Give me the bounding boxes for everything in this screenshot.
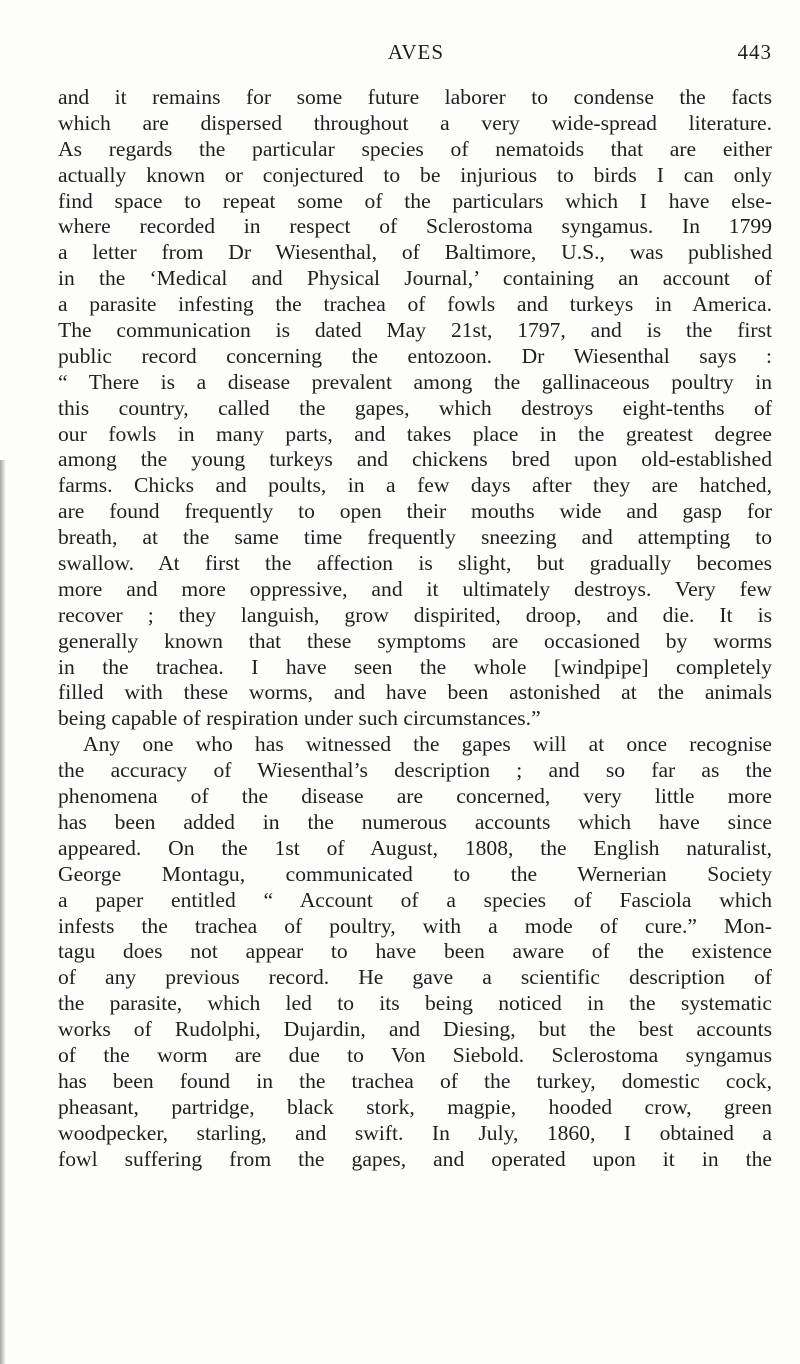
text-line: a letter from Dr Wiesenthal, of Baltimore, U.S., was published bbox=[58, 240, 772, 265]
text-line: George Montagu, communicated to the Wernerian Society bbox=[58, 861, 772, 886]
text-line: generally known that these symptoms are occasioned by worms bbox=[58, 628, 772, 653]
text-line: fowl suffering from the gapes, and operated upon it in the bbox=[58, 1146, 772, 1171]
text-line: actually known or conjectured to be injurious to birds I can only bbox=[58, 162, 772, 187]
text-line: which are dispersed throughout a very wide-spread literature. bbox=[58, 110, 772, 135]
text-line: of the worm are due to Von Siebold. Sclerostoma syngamus bbox=[58, 1042, 772, 1067]
text-line: where recorded in respect of Sclerostoma syngamus. In 1799 bbox=[58, 214, 772, 239]
text-line: public record concerning the entozoon. Dr Wiesenthal says : bbox=[58, 343, 772, 368]
text-line: The communication is dated May 21st, 1797, and is the first bbox=[58, 318, 772, 343]
text-line: our fowls in many parts, and takes place in the greatest degree bbox=[58, 421, 772, 446]
text-line: As regards the particular species of nematoids that are either bbox=[58, 136, 772, 161]
text-line: phenomena of the disease are concerned, very little more bbox=[58, 784, 772, 809]
text-line: breath, at the same time frequently sneezing and attempting to bbox=[58, 525, 772, 550]
page-spine-shadow bbox=[0, 460, 6, 1364]
text-line: “ There is a disease prevalent among the gallinaceous poultry in bbox=[58, 369, 772, 394]
text-line: in the ‘Medical and Physical Journal,’ containing an account of bbox=[58, 266, 772, 291]
text-line: more and more oppressive, and it ultimately destroys. Very few bbox=[58, 576, 772, 601]
text-line: being capable of respiration under such circumstances.” bbox=[58, 706, 541, 731]
text-line: the accuracy of Wiesenthal’s description ; and so far as the bbox=[58, 758, 772, 783]
text-line: the parasite, which led to its being noticed in the systematic bbox=[58, 991, 772, 1016]
text-line: recover ; they languish, grow dispirited, droop, and die. It is bbox=[58, 602, 772, 627]
text-line: swallow. At first the affection is slight, but gradually becomes bbox=[58, 551, 772, 576]
text-line: and it remains for some future laborer to condense the facts bbox=[58, 85, 772, 109]
page-number: 443 bbox=[737, 40, 772, 64]
text-line: among the young turkeys and chickens bred upon old-established bbox=[58, 447, 772, 472]
text-line: works of Rudolphi, Dujardin, and Diesing, but the best accounts bbox=[58, 1017, 772, 1042]
text-line: Any one who has witnessed the gapes will at once recognise bbox=[83, 732, 772, 757]
text-line: filled with these worms, and have been astonished at the animals bbox=[58, 680, 772, 705]
body-text bbox=[58, 85, 772, 1172]
text-line: a paper entitled “ Account of a species of Fasciola which bbox=[58, 887, 772, 912]
text-line: has been added in the numerous accounts which have since bbox=[58, 809, 772, 834]
text-line: infests the trachea of poultry, with a mode of cure.” Mon- bbox=[58, 913, 772, 938]
text-line: has been found in the trachea of the turkey, domestic cock, bbox=[58, 1068, 772, 1093]
text-line: pheasant, partridge, black stork, magpie, hooded crow, green bbox=[58, 1094, 772, 1119]
text-line: appeared. On the 1st of August, 1808, the English naturalist, bbox=[58, 835, 772, 860]
text-line: a parasite infesting the trachea of fowls and turkeys in America. bbox=[58, 292, 772, 317]
running-head bbox=[60, 40, 772, 66]
text-line: are found frequently to open their mouths wide and gasp for bbox=[58, 499, 772, 524]
text-line: of any previous record. He gave a scientific description of bbox=[58, 965, 772, 990]
running-title: AVES bbox=[387, 40, 445, 64]
text-line: in the trachea. I have seen the whole [windpipe] completely bbox=[58, 654, 772, 679]
text-line: this country, called the gapes, which destroys eight-tenths of bbox=[58, 395, 772, 420]
text-line: woodpecker, starling, and swift. In July, 1860, I obtained a bbox=[58, 1120, 772, 1145]
text-line: tagu does not appear to have been aware of the existence bbox=[58, 939, 772, 964]
text-line: farms. Chicks and poults, in a few days after they are hatched, bbox=[58, 473, 772, 498]
text-line: find space to repeat some of the particulars which I have else- bbox=[58, 188, 772, 213]
